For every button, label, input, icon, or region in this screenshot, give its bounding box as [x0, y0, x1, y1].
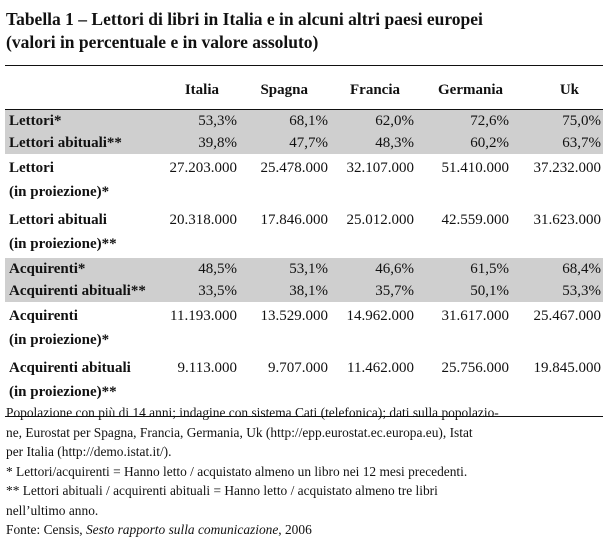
cell-germania: 60,2%	[416, 132, 511, 154]
footnote-double-star	[6, 481, 604, 520]
row-label: Acquirenti*	[5, 258, 155, 280]
header-francia: Francia	[350, 81, 400, 98]
row-acquirenti	[5, 258, 603, 280]
population-note-line-1: Popolazione con più di 14 anni; indagine con sistema Cati (telefonica); dati sulla popolazio-	[6, 405, 499, 420]
cell-uk: 68,4%	[511, 258, 603, 280]
cell-francia: 46,6%	[330, 258, 416, 280]
cell-uk: 63,7%	[511, 132, 603, 154]
cell-spagna: 38,1%	[239, 280, 330, 302]
cell-italia: 20.318.000	[169, 212, 237, 228]
row-label	[5, 302, 155, 354]
cell-uk: 31.623.000	[533, 212, 601, 228]
cell-germania: 31.617.000	[441, 308, 509, 324]
top-rule	[5, 65, 603, 66]
cell-francia: 25.012.000	[346, 212, 414, 228]
cell-uk: 53,3%	[511, 280, 603, 302]
cell-italia: 27.203.000	[169, 160, 237, 176]
cell-germania: 61,5%	[416, 258, 511, 280]
cell-francia: 14.962.000	[346, 308, 414, 324]
row-lettori-abituali	[5, 132, 603, 154]
row-lettori	[5, 110, 603, 133]
header-empty	[5, 71, 155, 110]
row-lettori-proiezione	[5, 154, 603, 206]
row-acquirenti-proiezione	[5, 302, 603, 354]
row-label-line-2: (in proiezione)**	[9, 236, 117, 252]
cell-uk: 25.467.000	[533, 308, 601, 324]
cell-uk: 75,0%	[511, 110, 603, 133]
cell-uk: 19.845.000	[511, 354, 603, 417]
header-italia: Italia	[184, 81, 219, 98]
header-row	[5, 71, 603, 110]
footnote-double-star-line-2: nell’ultimo anno.	[6, 502, 99, 518]
header-spagna: Spagna	[260, 81, 308, 98]
cell-spagna: 53,1%	[239, 258, 330, 280]
cell-germania: 25.756.000	[416, 354, 511, 417]
cell-francia: 62,0%	[330, 110, 416, 133]
row-label	[5, 154, 155, 206]
cell-spagna: 25.478.000	[260, 160, 328, 176]
cell-italia: 33,5%	[155, 280, 239, 302]
cell-italia: 53,3%	[155, 110, 239, 133]
table-title	[6, 8, 604, 54]
row-label-line-1: Acquirenti abituali	[9, 360, 131, 376]
cell-italia: 9.113.000	[155, 354, 239, 417]
cell-francia: 48,3%	[330, 132, 416, 154]
source-suffix: , 2006	[278, 522, 312, 537]
row-lettori-abituali-proiezione	[5, 206, 603, 258]
cell-germania: 42.559.000	[441, 212, 509, 228]
cell-italia: 11.193.000	[170, 308, 237, 324]
source-title: Sesto rapporto sulla comunicazione	[85, 522, 279, 537]
cell-italia: 48,5%	[155, 258, 239, 280]
source-prefix: Fonte: Censis,	[6, 522, 86, 537]
cell-spagna: 47,7%	[239, 132, 330, 154]
cell-francia: 35,7%	[330, 280, 416, 302]
cell-francia: 11.462.000	[330, 354, 416, 417]
row-label-line-1: Lettori abituali	[9, 212, 107, 228]
title-line-1: Tabella 1 – Lettori di libri in Italia e in alcuni altri paesi europei	[6, 9, 483, 29]
cell-francia: 32.107.000	[346, 160, 414, 176]
row-label-line-1: Acquirenti	[9, 308, 78, 324]
row-label	[5, 206, 155, 258]
readers-table	[5, 71, 603, 417]
row-label-line-1: Lettori	[9, 160, 54, 176]
footnote-single-star: * Lettori/acquirenti = Hanno letto / acquistato almeno un libro nei 12 mesi precedenti.	[6, 463, 468, 479]
header-germania: Germania	[438, 81, 503, 98]
source-line	[6, 520, 604, 540]
row-label-line-2: (in proiezione)*	[9, 184, 110, 200]
population-note-line-3: per Italia (http://demo.istat.it/).	[6, 444, 172, 459]
cell-spagna: 9.707.000	[239, 354, 330, 417]
cell-spagna: 13.529.000	[260, 308, 328, 324]
row-label: Lettori abituali**	[5, 132, 155, 154]
row-label: Lettori*	[5, 110, 155, 133]
cell-spagna: 68,1%	[239, 110, 330, 133]
row-acquirenti-abituali	[5, 280, 603, 302]
cell-spagna: 17.846.000	[260, 212, 328, 228]
footnote-double-star-line-1: ** Lettori abituali / acquirenti abituali = Hanno letto / acquistato almeno tre libri	[6, 483, 438, 498]
cell-germania: 50,1%	[416, 280, 511, 302]
cell-uk: 37.232.000	[533, 160, 601, 176]
cell-italia: 39,8%	[155, 132, 239, 154]
population-note-line-2: ne, Eurostat per Spagna, Francia, Germania, Uk (http://epp.eurostat.ec.europa.eu), Istat	[6, 424, 473, 440]
header-uk: Uk	[559, 81, 579, 98]
title-line-2: (valori in percentuale e in valore assoluto)	[6, 32, 319, 52]
row-label-line-2: (in proiezione)**	[9, 384, 117, 400]
row-label-line-2: (in proiezione)*	[9, 332, 110, 348]
population-note	[6, 403, 604, 462]
cell-germania: 72,6%	[416, 110, 511, 133]
row-label: Acquirenti abituali**	[5, 280, 155, 302]
cell-germania: 51.410.000	[441, 160, 509, 176]
table-notes	[6, 403, 604, 540]
